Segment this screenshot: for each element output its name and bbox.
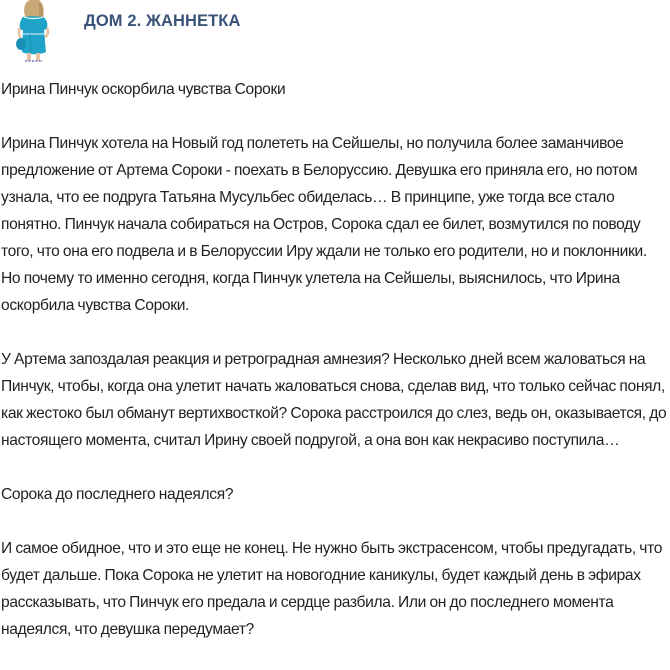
article [1,76,669,670]
girl-in-blue-dress-icon [12,0,56,64]
article-subheading: Сорока до последнего надеялся? [1,486,234,503]
article-paragraph: У Артема запоздалая реакция и ретроградная амнезия? Несколько дней всем жаловаться на Пинчук, чтобы, когда она улетит начать жаловаться снова, сделав вид, что только сейчас понял, как жестоко был обманут вертихвосткой? Сорока расстроился до слез, ведь он, оказывается, до настоящего момента, считал Ирину своей подругой, а она вон как некрасиво поступила… [1,351,667,449]
site-title[interactable]: ДОМ 2. ЖАННЕТКА [84,12,241,30]
article-paragraph: Ирина Пинчук хотела на Новый год полететь на Сейшелы, но получила более заманчивое предложение от Артема Сороки - поехать в Белоруссию. Девушка его приняла его, но потом узнала, что ее подруга Татьяна Мусульбес обиделась… В принципе, уже тогда все стало понятно. Пинчук начала собираться на Остров, Сорока сдал ее билет, возмутился по поводу того, что она его подвела и в Белоруссии Иру ждали не только его родители, но и поклонники. Но почему то именно сегодня, когда Пинчук улетела на Сейшелы, выяснилось, что Ирина оскорбила чувства Сороки. [1,135,647,314]
site-header [0,0,670,66]
site-logo[interactable] [12,0,56,64]
article-paragraph: И самое обидное, что и это еще не конец. Не нужно быть экстрасенсом, чтобы предугадать, что будет дальше. Пока Сорока не улетит на новогодние каникулы, будет каждый день в эфирах рассказывать, что Пинчук его предала и сердце разбила. Или он до последнего момента надеялся, что девушка передумает? [1,540,663,638]
article-headline: Ирина Пинчук оскорбила чувства Сороки [1,81,286,98]
